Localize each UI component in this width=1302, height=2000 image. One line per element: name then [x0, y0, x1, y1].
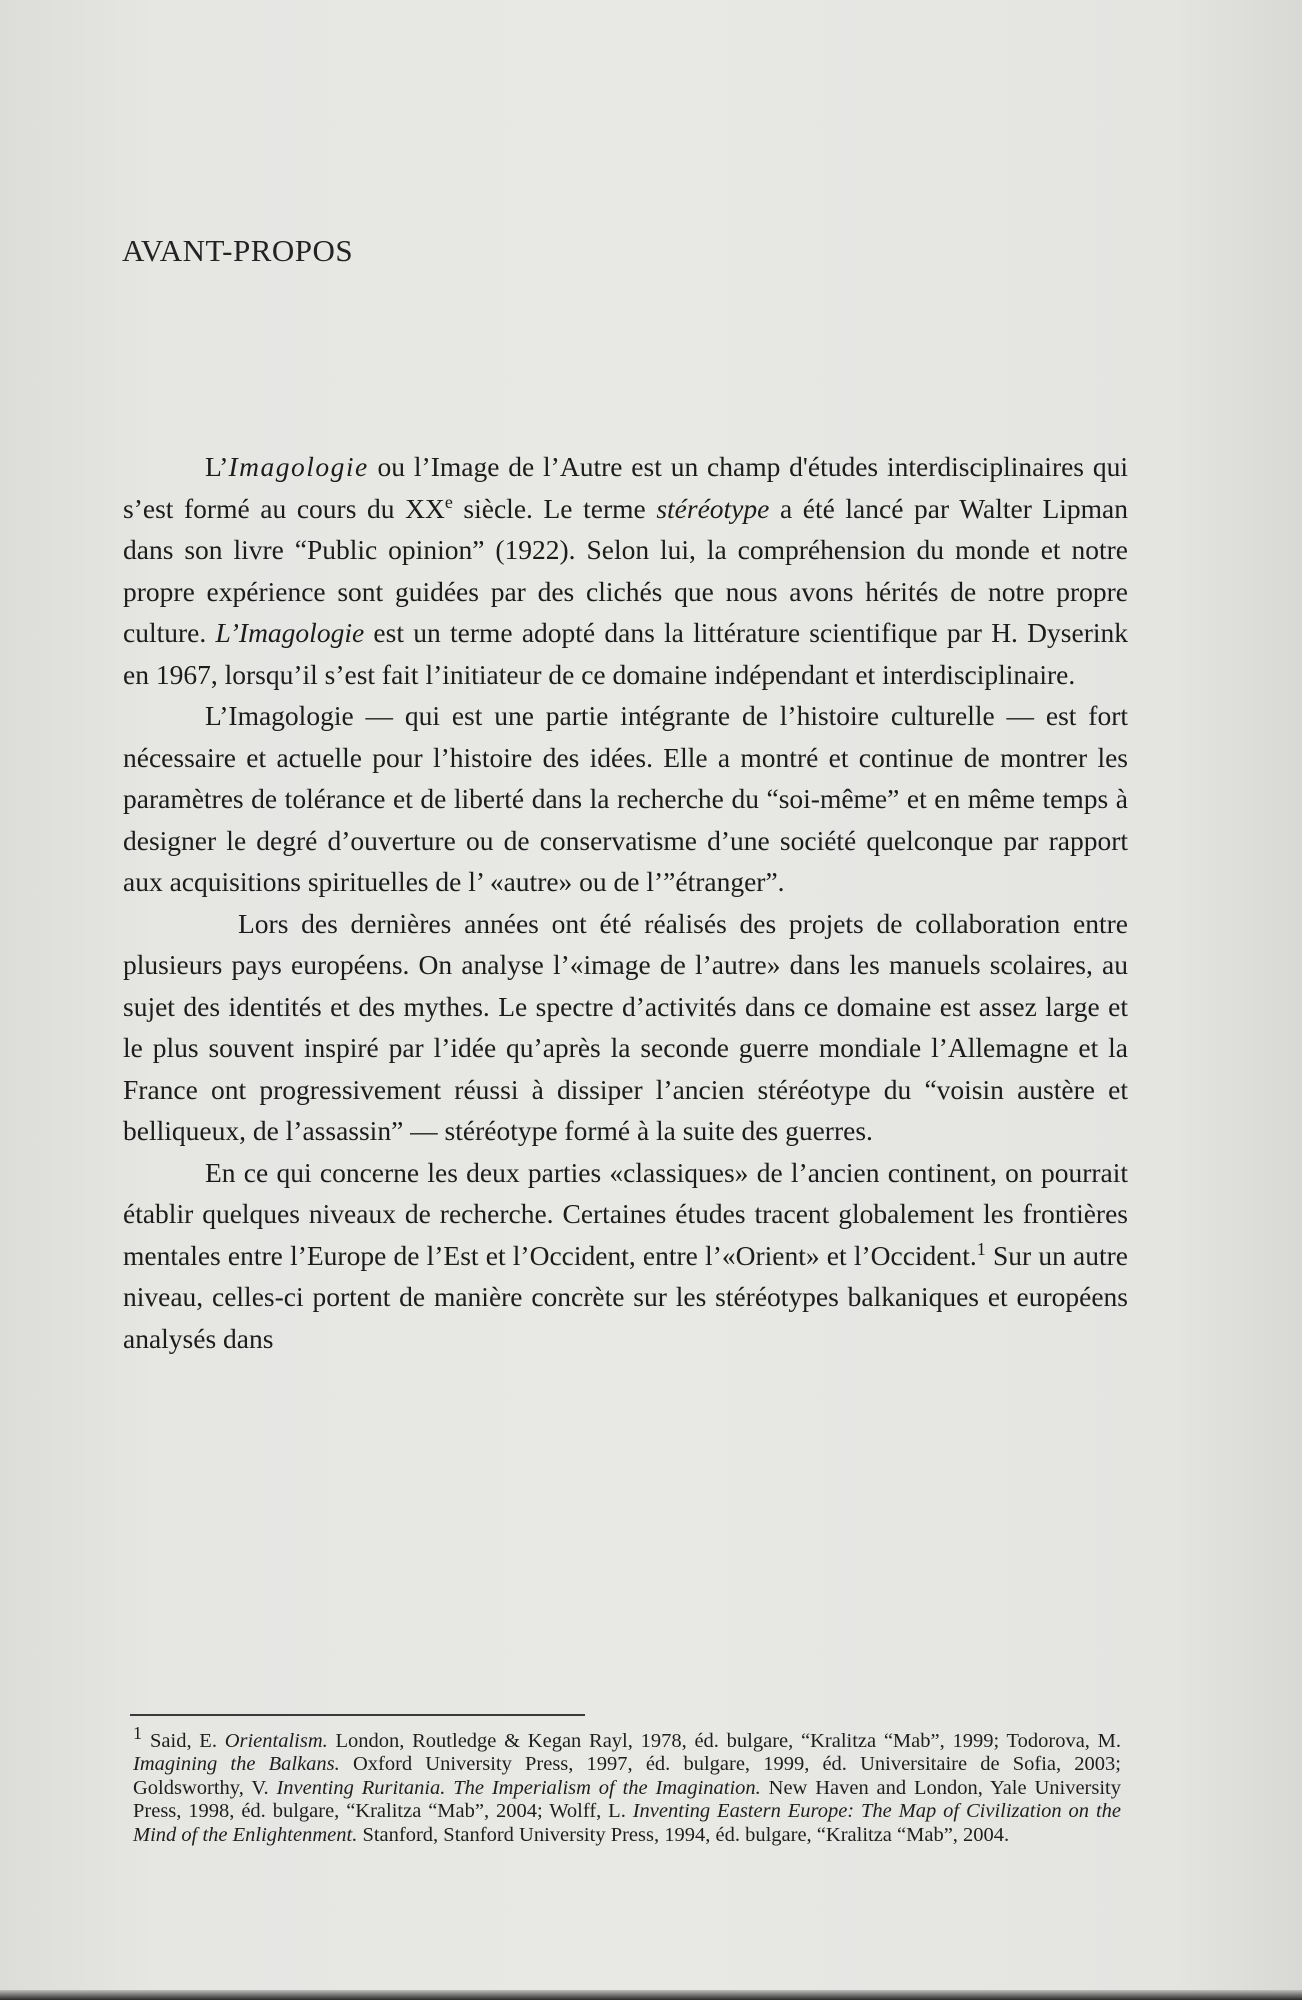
- footnote-title-ruritania: Inventing Ruritania. The Imperialism of the Imagination.: [276, 1776, 761, 1799]
- p1-s2-pre: siècle. Le terme: [452, 492, 657, 524]
- footnote-a4-rest: Stanford, Stanford University Press, 1994, éd. bulgare, “Kralitza “Mab”, 2004.: [357, 1823, 1010, 1846]
- footnote-a1: Said, E.: [150, 1729, 225, 1752]
- p1-s3-post: est un terme adopté dans la littérature scientifique par H. Dyserink en 1967, lorsqu’il s’est fait l’initiateur de ce domaine indépendant et interdisciplinaire.: [123, 617, 1128, 690]
- paragraph-1: [123, 446, 1128, 695]
- p1-term-stereotype: stéréotype: [656, 492, 770, 524]
- p1-term-imagologie: Imagologie: [228, 451, 369, 482]
- footnote-a2-rest: Oxford University Press, 1997, éd. bulgare, 1999, éd. Universitaire de Sofia, 2003; Goldsworthy, V.: [133, 1753, 1121, 1799]
- page-title: AVANT-PROPOS: [122, 233, 354, 268]
- paragraph-4: [123, 1152, 1128, 1360]
- footnote-title-orientalism: Orientalism.: [224, 1729, 328, 1752]
- footnote-reference[interactable]: 1: [976, 1238, 986, 1259]
- p1-century-sup: e: [444, 491, 453, 512]
- paragraph-3: Lors des dernières années ont été réalisés des projets de collaboration entre plusieurs pays européens. On analyse l’«image de l’autre» dans les manuels scolaires, au sujet des identités et des mythes. Le spectre d’activités dans ce domaine est assez large et le plus souvent inspiré par l’idée qu’après la seconde guerre mondiale l’Allemagne et la France ont progressivement réussi à dissiper l’ancien stéréotype du “voisin austère et belliqueux, de l’assassin” — stéréotype formé à la suite des guerres.: [123, 907, 1128, 1146]
- page-bottom-shadow: [0, 1990, 1302, 2000]
- footnote-title-balkans: Imagining the Balkans.: [133, 1753, 340, 1776]
- p1-s2-post: a été lancé par Walter Lipman dans son livre “Public opinion” (1922). Selon lui, la compréhension du monde et notre propre expérience sont guidées par des clichés que nous avons hérités de notre propre culture.: [123, 492, 1128, 648]
- p1-term-imagologie-2: L’Imagologie: [215, 617, 365, 648]
- body-text: [123, 446, 1128, 1359]
- footnote-a1-rest: London, Routledge & Kegan Rayl, 1978, éd. bulgare, “Kralitza “Mab”, 1999; Todorova, M.: [327, 1729, 1121, 1752]
- footnote-a3-rest: New Haven and London, Yale University Press, 1998, éd. bulgare, “Kralitza “Mab”, 2004; Wolff, L.: [133, 1776, 1121, 1823]
- p1-s1-pre: L’: [205, 451, 229, 482]
- paragraph-2: L’Imagologie — qui est une partie intégrante de l’histoire culturelle — est fort nécessaire et actuelle pour l’histoire des idées. Elle a montré et continue de montrer les paramètres de tolérance et de liberté dans la recherche du “soi-même” et en même temps à designer le degré d’ouverture ou de conservatisme d’une société quelconque par rapport aux acquisitions spirituelles de l’ «autre» ou de l’”étranger”.: [123, 700, 1128, 897]
- footnote-number: 1: [133, 1723, 142, 1743]
- p4-post: Sur un autre niveau, celles-ci portent de manière concrète sur les stéréotypes balkaniques et européens analysés dans: [123, 1239, 1128, 1354]
- p4-pre: En ce qui concerne les deux parties «classiques» de l’ancien continent, on pourrait établir quelques niveaux de recherche. Certaines études tracent globalement les frontières mentales entre l’Europe de l’Est et l’Occident, entre l’«Orient» et l’Occident.: [123, 1156, 1128, 1271]
- footnote-1: [133, 1722, 1121, 1847]
- footnote-title-eastern-europe: Inventing Eastern Europe: The Map of Civilization on the Mind of the Enlightenment.: [133, 1800, 1122, 1846]
- footnote-divider: [130, 1714, 585, 1716]
- p1-s1-post: ou l’Image de l’Autre est un champ d'études interdisciplinaires qui s’est formé au cours du XX: [123, 451, 1128, 524]
